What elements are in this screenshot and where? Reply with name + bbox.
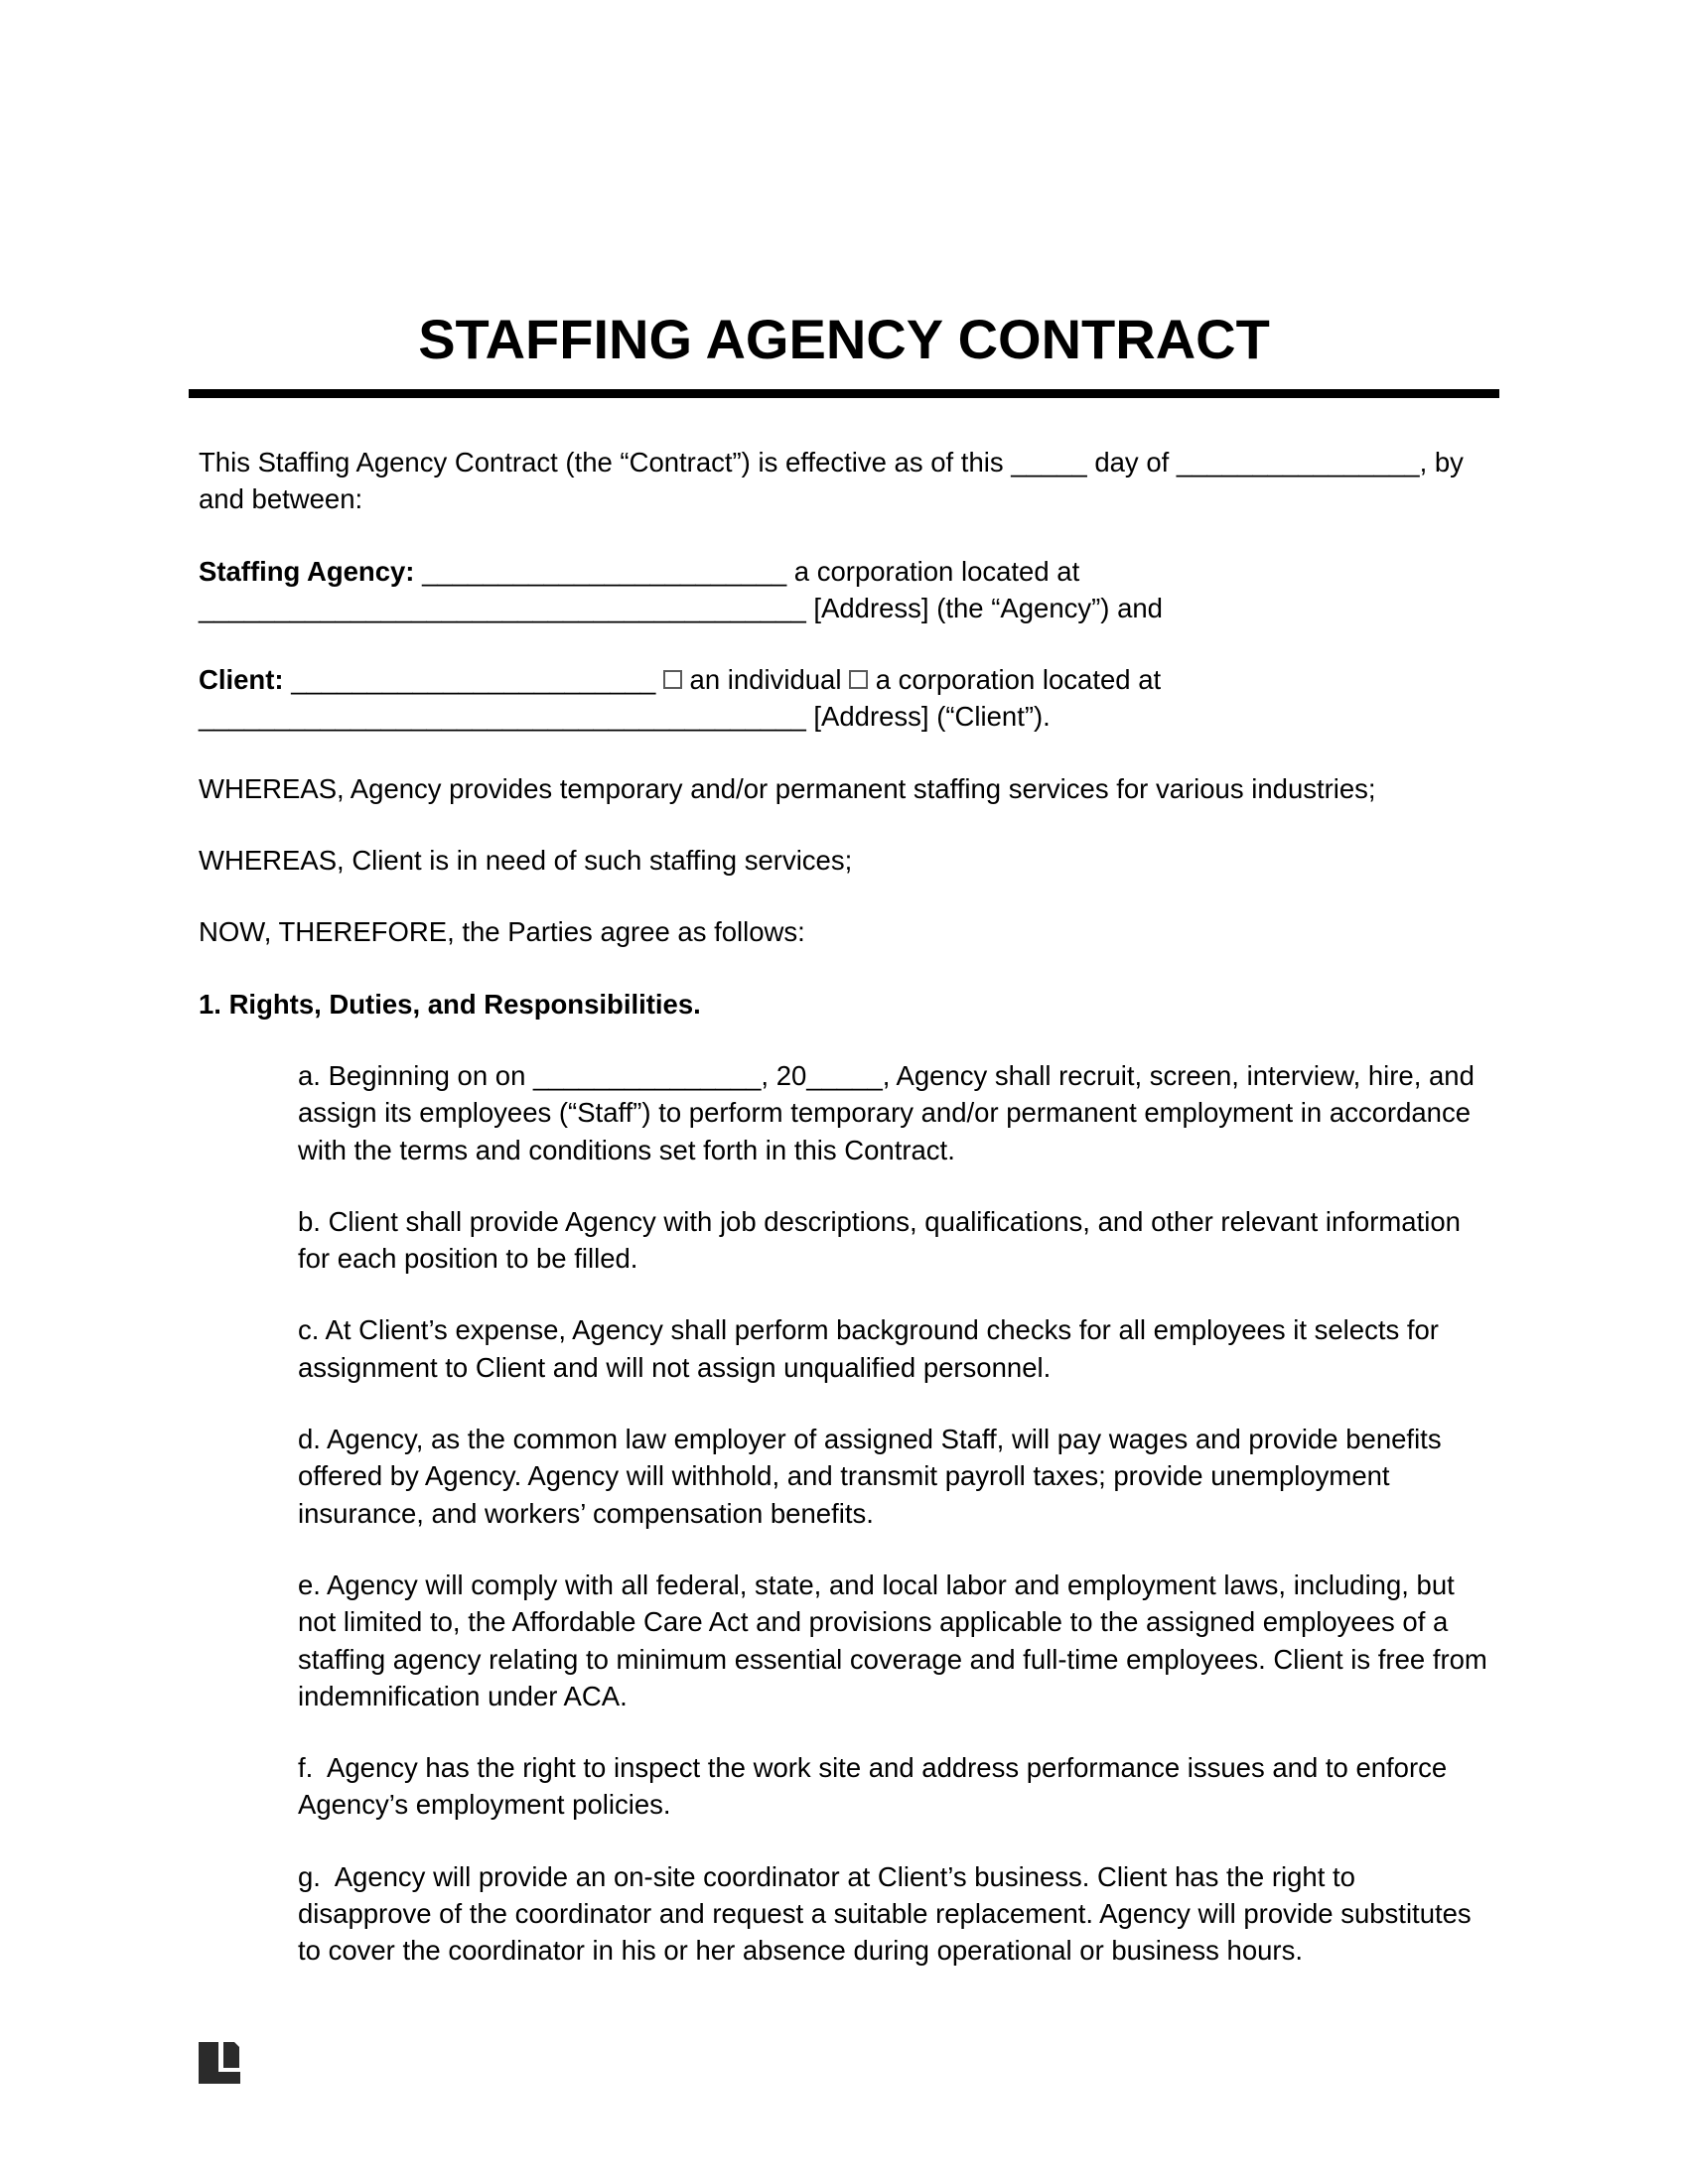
client-paragraph [199,661,1489,736]
client-individual-option: an individual [681,664,850,696]
client-corporation-option: a corporation located at ________________________________________ [Address] (“Client”). [199,664,1169,733]
title-rule [189,389,1499,398]
intro-paragraph: This Staffing Agency Contract (the “Contract”) is effective as of this _____ day of ________________, by and between: [199,447,1472,515]
clause-d: d. Agency, as the common law employer of assigned Staff, will pay wages and provide benefits offered by Agency. Agency will withhold, and transmit payroll taxes; provide unemployment insurance, and workers’ compensation benefits. [298,1424,1450,1529]
clause-e: e. Agency will comply with all federal, state, and local labor and employment laws, including, but not limited to, the Affordable Care Act and provisions applicable to the assigned employees of a staffing agency relating to minimum essential coverage and full-time employees. Client is free from indemnification under ACA. [298,1569,1495,1711]
clause-b: b. Client shall provide Agency with job descriptions, qualifications, and other relevant information for each position to be filled. [298,1205,1469,1275]
individual-checkbox-icon [663,670,682,689]
client-name-blank: ________________________ [283,664,663,696]
clause-g: g. Agency will provide an on-site coordinator at Client’s business. Client has the right to disapprove of the coordinator and request a suitable replacement. Agency will provide substitutes to cover the coordinator in his or her absence during operational or business hours. [298,1860,1479,1967]
now-therefore-recital: NOW, THEREFORE, the Parties agree as follows: [199,916,805,948]
clause-a: a. Beginning on on _______________, 20_____, Agency shall recruit, screen, interview, hire, and assign its employees (“Staff”) to perform temporary and/or permanent employment in accordance with the terms and conditions set forth in this Contract. [298,1059,1482,1165]
contract-document [199,0,1495,1970]
clause-c: c. At Client’s expense, Agency shall perform background checks for all employees it selects for assignment to Client and will not assign unqualified personnel. [298,1314,1447,1383]
corporation-checkbox-icon [849,670,868,689]
staffing-agency-paragraph [199,553,1489,627]
staffing-agency-details: ________________________ a corporation located at ________________________________________ [Address] (the “Agency”) and [199,555,1163,623]
section-1-heading: 1. Rights, Duties, and Responsibilities. [199,988,701,1020]
page-title: STAFFING AGENCY CONTRACT [418,308,1270,370]
whereas-agency-recital: WHEREAS, Agency provides temporary and/or permanent staffing services for various industries; [199,772,1376,804]
staffing-agency-label: Staffing Agency: [199,555,415,587]
client-label: Client: [199,664,284,696]
clause-f: f. Agency has the right to inspect the work site and address performance issues and to enforce Agency’s employment policies. [298,1752,1454,1821]
legal-templates-logo-icon [199,2042,240,2084]
whereas-client-recital: WHEREAS, Client is in need of such staffing services; [199,845,853,877]
